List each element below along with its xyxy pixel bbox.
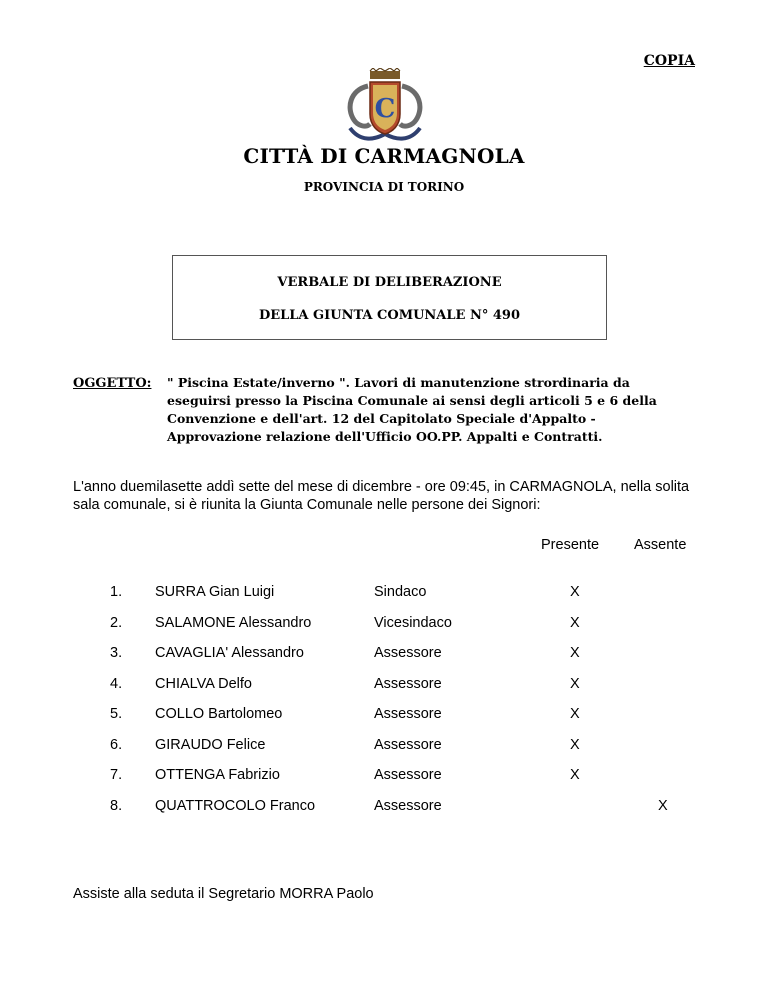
presente-mark: X	[570, 767, 580, 783]
presente-mark: X	[570, 706, 580, 722]
member-role: Sindaco	[374, 584, 427, 600]
member-role: Assessore	[374, 675, 442, 692]
box-line-1: VERBALE DI DELIBERAZIONE	[277, 275, 502, 290]
box-line-2: DELLA GIUNTA COMUNALE N° 490	[258, 308, 521, 323]
copia-label: COPIA	[643, 53, 695, 69]
row-number: 2.	[110, 614, 123, 631]
city-title: CITTÀ DI CARMAGNOLA	[243, 144, 525, 168]
member-role: Assessore	[374, 645, 442, 661]
member-name: OTTENGA Fabrizio	[155, 767, 280, 783]
coat-of-arms-icon	[340, 68, 430, 146]
presente-mark: X	[570, 736, 580, 753]
row-number: 1.	[110, 584, 123, 600]
presente-mark: X	[570, 675, 580, 692]
row-number: 6.	[110, 736, 123, 753]
deliberation-box	[172, 255, 607, 340]
oggetto-label: OGGETTO:	[73, 376, 152, 391]
secretary-line: Assiste alla seduta il Segretario MORRA Paolo	[73, 886, 374, 902]
col-assente-header: Assente	[634, 537, 687, 553]
oggetto-text: " Piscina Estate/inverno ". Lavori di manutenzione strordinaria da eseguirsi presso la Piscina Comunale ai sensi degli articoli 5 e 6 della Convenzione e dell'art. 12 del Capitolato Speciale d'Appalto - Approvazione relazione dell'Ufficio OO.PP. Appalti e Contratti.	[167, 375, 657, 444]
row-number: 8.	[110, 797, 123, 814]
row-number: 3.	[110, 645, 123, 661]
member-role: Assessore	[374, 797, 442, 814]
row-number: 4.	[110, 675, 123, 692]
presente-mark: X	[570, 584, 580, 600]
member-role: Assessore	[374, 767, 442, 783]
member-role: Assessore	[374, 706, 442, 722]
col-presente-header: Presente	[541, 537, 600, 553]
presente-mark: X	[570, 645, 580, 661]
province-title: PROVINCIA DI TORINO	[303, 180, 465, 194]
svg-text:C: C	[374, 94, 396, 124]
member-role: Vicesindaco	[374, 614, 452, 631]
member-name: CHIALVA Delfo	[155, 675, 252, 692]
assente-mark: X	[658, 797, 668, 814]
member-name: CAVAGLIA' Alessandro	[155, 645, 304, 661]
row-number: 7.	[110, 767, 123, 783]
member-name: SALAMONE Alessandro	[155, 614, 312, 631]
intro-paragraph: L'anno duemilasette addì sette del mese di dicembre - ore 09:45, in CARMAGNOLA, nella solita sala comunale, si è riunita la Giunta Comunale nelle persone dei Signori:	[73, 479, 690, 513]
member-name: QUATTROCOLO Franco	[155, 797, 316, 814]
member-role: Assessore	[374, 736, 442, 753]
row-number: 5.	[110, 706, 123, 722]
member-name: SURRA Gian Luigi	[155, 584, 275, 600]
member-name: GIRAUDO Felice	[155, 736, 266, 753]
member-name: COLLO Bartolomeo	[155, 706, 283, 722]
presente-mark: X	[570, 614, 580, 631]
